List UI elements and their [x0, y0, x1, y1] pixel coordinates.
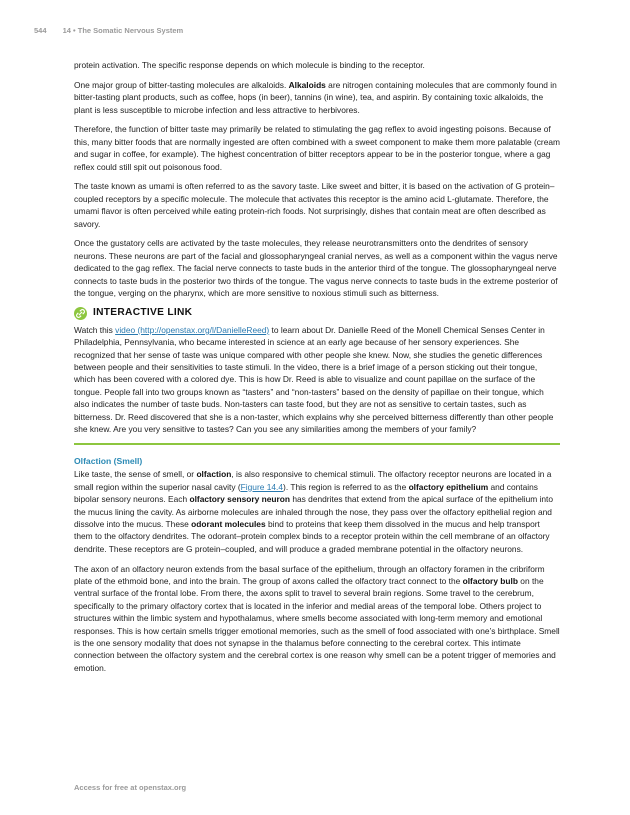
link-icon	[74, 307, 87, 320]
paragraph: Like taste, the sense of smell, or olfaction, is also responsive to chemical stimuli. The olfactory receptor neurons are located in a small region within the superior nasal cavity (Figure 14.4). This region is referred to as the olfactory epithelium and contains bipolar sensory neurons. Each olfactory sensory neuron has dendrites that extend from the apical surface of the epithelium into the mucus lining the cavity. As airborne molecules are inhaled through the nose, they pass over the olfactory epithelial region and dissolve into the mucus. These odorant molecules bind to proteins that keep them dissolved in the mucus and help transport them to the olfactory dendrites. The odorant–protein complex binds to a receptor protein within the cell membrane of an olfactory dendrite. These receptors are G protein–coupled, and will produce a graded membrane potential in the olfactory neurons.	[74, 469, 554, 554]
interactive-link-body: Watch this video (http://openstax.org/l/DanielleReed) to learn about Dr. Danielle Reed of the Monell Chemical Senses Center in Philadelphia, Pennsylvania, who became interested in science at an early age because of her sensory experiences. She recognized that her sense of taste was unique compared with other people she knew. Now, she studies the genetic differences between people and their sensitivities to taste stimuli. In the video, there is a brief image of a person sticking out their tongue, which has been covered with a colored dye. This is how Dr. Reed is able to visualize and count papillae on the surface of the tongue. People fall into two groups known as “tasters” and “non-tasters” based on the density of papillae on their tongue, which also indicates the number of taste buds. Non-tasters can taste food, but they are not as sensitive to certain tastes, such as bitterness. Dr. Reed discovered that she is a non-taster, which explains why she perceived bitterness differently than other people she knew. Are you very sensitive to tastes? Can you see any similarities among the members of your family?	[74, 324, 554, 435]
paragraph: The axon of an olfactory neuron extends from the basal surface of the epithelium, through an olfactory foramen in the cribriform plate of the ethmoid bone, and into the brain. The group of axons called the olfactory tract connect to the olfactory bulb on the ventral surface of the frontal lobe. From there, the axons split to travel to several brain regions. Some travel to the cerebrum, specifically to the primary olfactory cortex that is located in the inferior and medial areas of the temporal lobe. Others project to structures within the limbic system and hypothalamus, where smells become associated with long-term memory and emotional responses. This is how certain smells trigger emotional memories, such as the smell of food associated with one’s birthplace. Smell is the one sensory modality that does not synapse in the thalamus before connecting to the cerebral cortex. This intimate connection between the olfactory system and the cerebral cortex is one reason why smell can be a potent trigger of memories and emotion.	[74, 563, 560, 673]
paragraph: The taste known as umami is often referred to as the savory taste. Like sweet and bitter, it is based on the activation of G protein–coupled receptors by a specific molecule. The molecule that activates this receptor is the amino acid L-glutamate. Therefore, the umami flavor is often perceived while eating protein-rich foods. Not surprisingly, dishes that contain meat are often described as savory.	[74, 181, 555, 229]
video-link[interactable]: video (http://openstax.org/l/DanielleReed)	[115, 324, 270, 335]
chapter-title: 14 • The Somatic Nervous System	[62, 26, 184, 35]
interactive-link-title: INTERACTIVE LINK	[74, 307, 560, 320]
paragraph: Therefore, the function of bitter taste may primarily be related to stimulating the gag reflex to avoid ingesting poisons. Because of this, many bitter foods that are normally ingested are often combined with a sweet component to make them more palatable (cream and sugar in coffee, for example). The highest concentration of bitter receptors appear to be in the posterior tongue, where a gag reflex could still spit out poisonous food.	[74, 124, 560, 172]
section-heading: Olfaction (Smell)	[74, 455, 143, 466]
figure-link[interactable]: Figure 14.4	[240, 481, 284, 492]
paragraph: protein activation. The specific response depends on which molecule is binding to the receptor.	[74, 60, 425, 70]
page-number: 544	[34, 26, 47, 35]
paragraph: One major group of bitter-tasting molecules are alkaloids. Alkaloids are nitrogen containing molecules that are commonly found in bitter-tasting plant products, such as coffee, hops (in beer), tannins (in wine), tea, and aspirin. By containing toxic alkaloids, the plant is less susceptible to microbe infection and less attractive to herbivores.	[74, 79, 557, 115]
page-header	[34, 26, 183, 35]
page-content	[74, 59, 560, 682]
page-footer: Access for free at openstax.org	[74, 783, 187, 792]
paragraph: Once the gustatory cells are activated by the taste molecules, they release neurotransmitters onto the dendrites of sensory neurons. These neurons are part of the facial and glossopharyngeal cranial nerves, as well as a component within the vagus nerve dedicated to the gag reflex. The facial nerve connects to taste buds in the anterior third of the tongue. The glossopharyngeal nerve connects to taste buds in the posterior two thirds of the tongue. The vagus nerve connects to taste buds in the extreme posterior of the tongue, verging on the pharynx, which are more sensitive to noxious stimuli such as bitterness.	[74, 238, 558, 299]
term-alkaloids: Alkaloids	[288, 79, 326, 90]
divider	[74, 443, 560, 445]
